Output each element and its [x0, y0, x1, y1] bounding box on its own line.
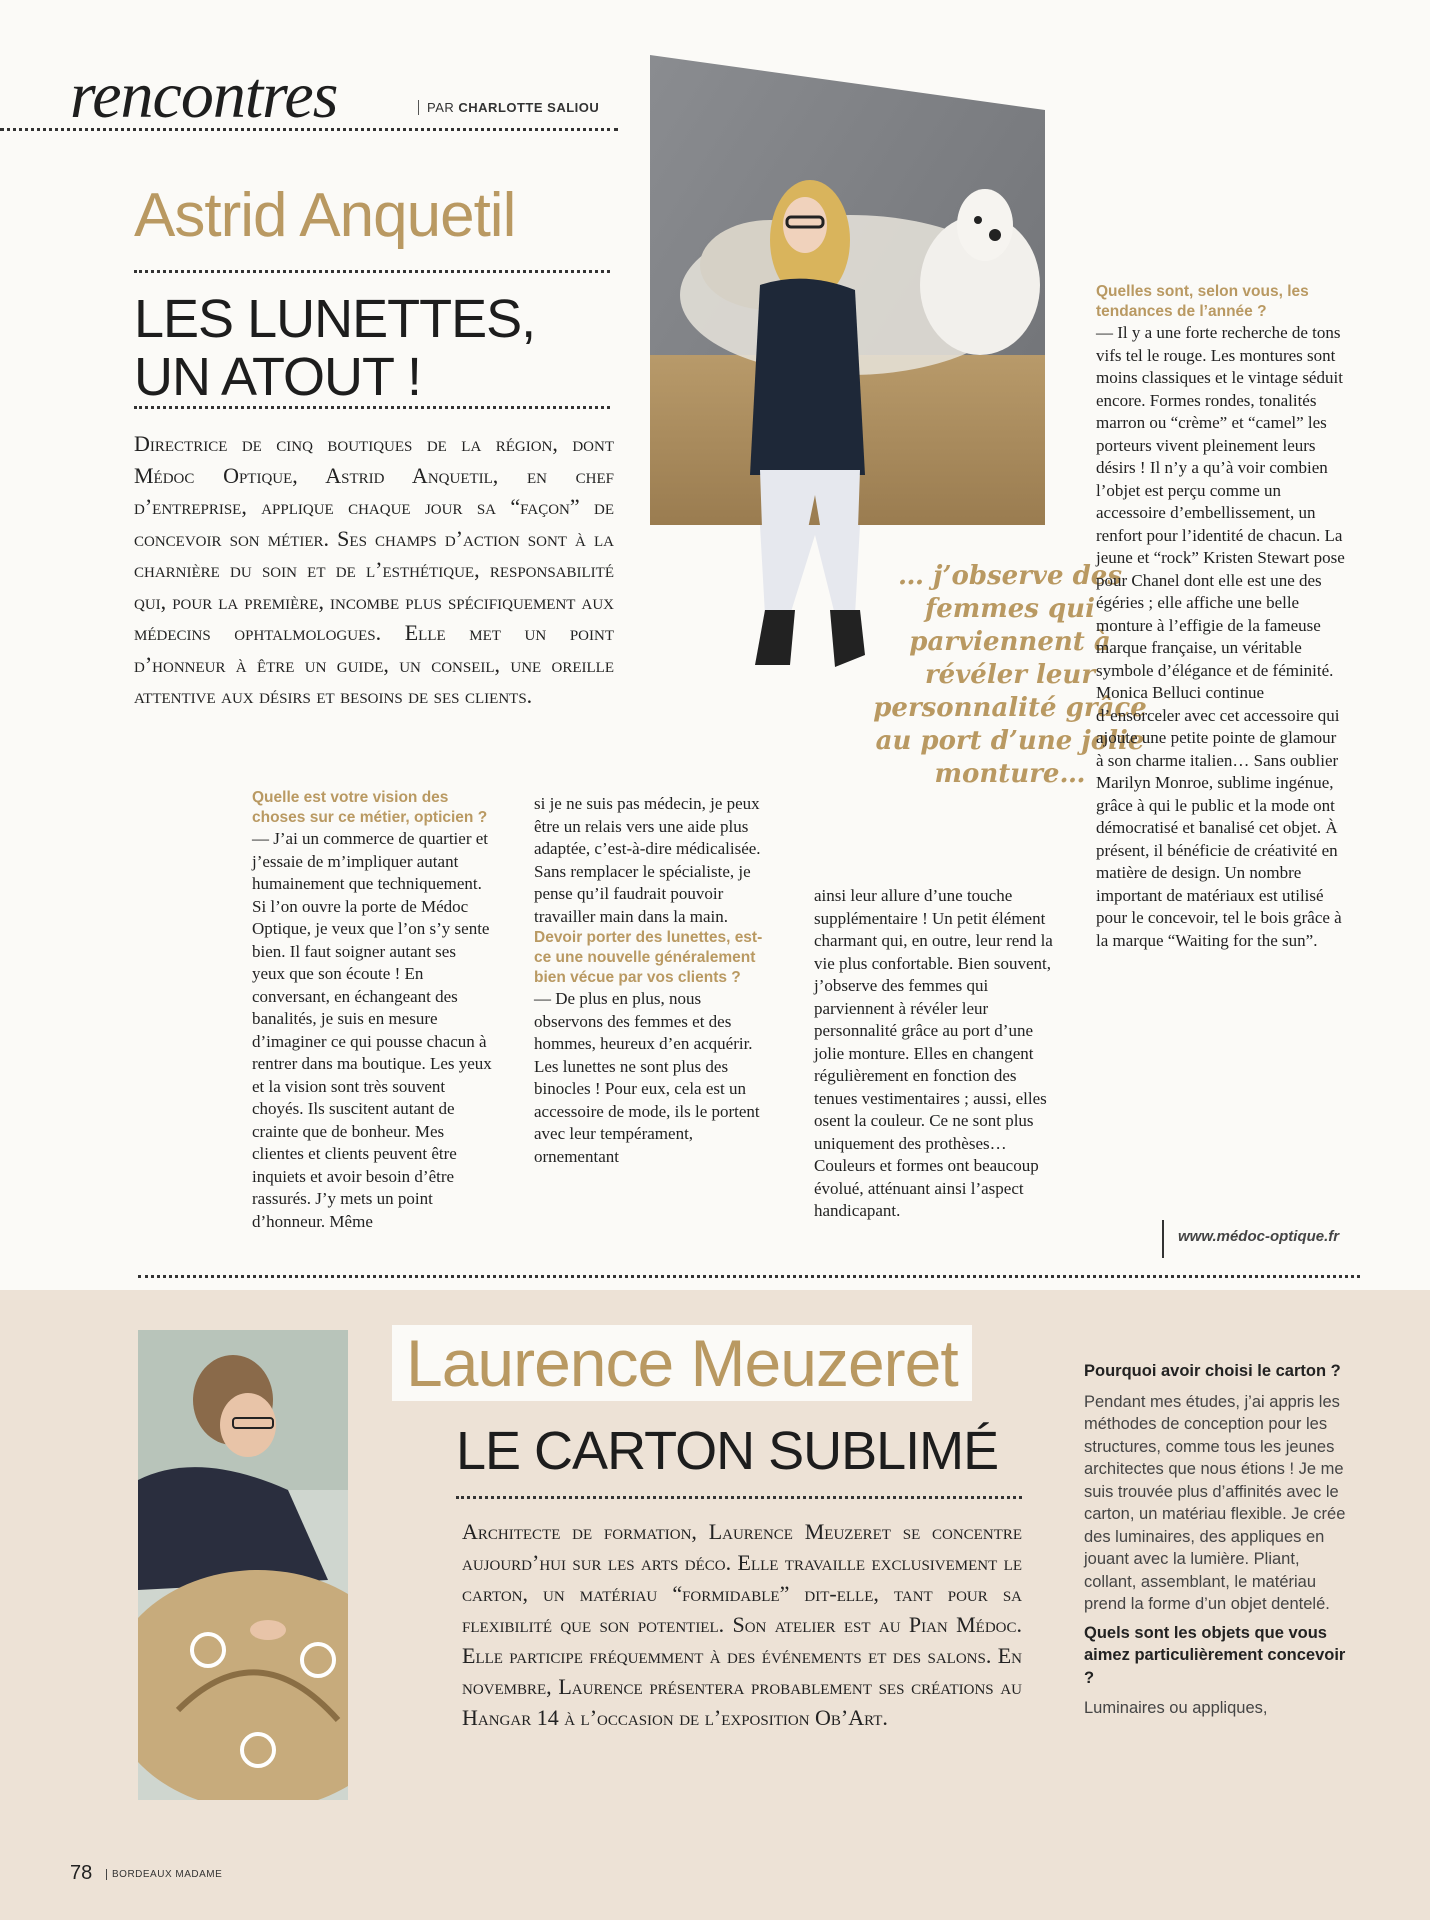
- question-3: Quelles sont, selon vous, les tendances de l’année ?: [1096, 283, 1309, 320]
- article1-title-line1: LES LUNETTES,: [134, 289, 536, 349]
- question-2: Devoir porter des lunettes, est-ce une nouvelle généralement bien vécue par vos clients ?: [534, 929, 763, 986]
- article2-title: LE CARTON SUBLIMÉ: [456, 1421, 999, 1481]
- article1-lead: Directrice de cinq boutiques de la région, dont Médoc Optique, Astrid Anquetil, en chef d’entreprise, applique chaque jour sa “façon” de concevoir son métier. Ses champs d’action sont à la charnière du soin et de l’esthétique, responsabilité qui, pour la première, incombe plus spécifiquement aux médecins ophtalmologues. Elle met un point d’honneur à être un guide, un conseil, une oreille attentive aux désirs et besoins de ses clients.: [134, 431, 614, 708]
- article1-name: Astrid Anquetil: [134, 181, 516, 250]
- article2-name: Laurence Meuzeret: [392, 1325, 972, 1401]
- title-divider: [134, 406, 610, 409]
- byline: [418, 100, 599, 115]
- byline-prefix: PAR: [427, 100, 455, 115]
- article2-answer-2: Luminaires ou appliques,: [1084, 1699, 1268, 1717]
- article1-title-line2: UN ATOUT !: [134, 347, 422, 407]
- answer-3: — Il y a une forte recherche de tons vifs tel le rouge. Les montures sont moins classiques et le vintage séduit encore. Formes rondes, tonalités marron ou “crème” et “camel” les porteurs vivent pleinement leurs désirs ! Il n’y a qu’à voir combien l’objet est perçu comme un accessoire d’embellissement, un renfort pour l’identité de chacun. La jeune et “rock” Kristen Stewart pose pour Chanel dont elle est une des égéries ; elle affiche une belle monture à l’effigie de la fameuse marque française, un véritable symbole d’élégance et de féminité. Monica Belluci continue d’ensorceler avec cet accessoire qui ajoute une petite pointe de glamour à son charme italien… Sans oublier Marilyn Monroe, sublime ingénue, grâce à qui le public et la mode ont démocratisé et banalisé cet objet. À présent, il bénéficie de créativité en matière de design. Un nombre important de matériaux est utilisé pour le concevoir, tel le bois grâce à la marque “Waiting for the sun”.: [1096, 323, 1345, 950]
- section-divider: [138, 1275, 1360, 1278]
- article2-interview-column: [1084, 1360, 1354, 1720]
- article2-question-1: Pourquoi avoir choisi le carton ?: [1084, 1362, 1341, 1380]
- answer-1-part1: — J’ai un commerce de quartier et j’essaie de m’impliquer autant humainement que techniquement. Si l’on ouvre la porte de Médoc Optique, je veux que l’on s’y sente bien. Il faut soigner autant ses yeux que son écoute ! En conversant, en échangeant des banalités, je suis en mesure d’imaginer ce qui pousse chacun à rentrer dans ma boutique. Les yeux et la vision sont très souvent choyés. Ils suscitent autant de crainte que de bonheur. Mes clientes et clients peuvent être inquiets et avoir besoin d’être rassurés. J’y mets un point d’honneur. Même: [252, 829, 492, 1231]
- article2-title-divider: [456, 1496, 1022, 1499]
- article1-column3: [814, 885, 1064, 1223]
- publication-name: BORDEAUX MADAME: [106, 1869, 222, 1880]
- article1-column4: [1096, 282, 1346, 952]
- answer-2-part1: — De plus en plus, nous observons des femmes et des hommes, heureux d’en acquérir. Les lunettes ne sont plus des binocles ! Pour eux, cela est un accessoire de mode, ils le portent avec leur tempérament, ornementant: [534, 989, 760, 1166]
- byline-author: CHARLOTTE SALIOU: [458, 100, 600, 115]
- website-link[interactable]: www.médoc-optique.fr: [1162, 1220, 1339, 1258]
- header-divider: [0, 128, 618, 131]
- article2-answer-1: Pendant mes études, j’ai appris les méthodes de conception pour les structures, comme tous les jeunes architectes que nous étions ! Je me suis trouvée plus d’affinités avec le carton, un matériau flexible. Je crée des luminaires, des appliques en jouant avec la lumière. Pliant, collant, assemblant, le matériau prend la forme d’un objet dentelé.: [1084, 1392, 1346, 1613]
- answer-1-part2: si je ne suis pas médecin, je peux être un relais vers une aide plus adaptée, c’est-à-dire médicalisée. Sans remplacer le spécialiste, je pense qu’il faudrait pouvoir travailler main dans la main.: [534, 794, 761, 926]
- question-1: Quelle est votre vision des choses sur ce métier, opticien ?: [252, 789, 488, 826]
- page-number: 78: [70, 1862, 93, 1884]
- section-kicker: rencontres: [70, 59, 338, 132]
- name-divider: [134, 270, 610, 273]
- article1-column1: [252, 788, 492, 1233]
- article1-title: [134, 290, 634, 406]
- answer-2-part2: ainsi leur allure d’une touche supplémentaire ! Un petit élément charmant qui, en outre, leur rend la vie plus confortable. Bien souvent, j’observe des femmes qui parviennent à révéler leur personnalité grâce au port d’une jolie monture. Elles en changent régulièrement en fonction des tenues vestimentaires ; aussi, elles osent la couleur. Ce ne sont plus uniquement des prothèses… Couleurs et formes ont beaucoup évolué, atténuant ainsi l’aspect handicapant.: [814, 886, 1053, 1220]
- pull-quote: … j’observe des femmes qui parviennent à révéler leur personnalité grâce au port d’une jolie monture…: [873, 561, 1147, 789]
- laurence-workshop-photo: [138, 1330, 348, 1800]
- article2-lead: Architecte de formation, Laurence Meuzeret se concentre aujourd’hui sur les arts déco. Elle travaille exclusivement le carton, un matériau “formidable” dit-elle, tant pour sa flexibilité que son potentiel. Son atelier est au Pian Médoc. Elle participe fréquemment à des événements et des salons. En novembre, Laurence présentera probablement ses créations au Hangar 14 à l’occasion de l’exposition Ob’Art.: [462, 1519, 1022, 1730]
- article1-column2: [534, 793, 764, 1168]
- article2-question-2: Quels sont les objets que vous aimez particulièrement concevoir ?: [1084, 1623, 1346, 1687]
